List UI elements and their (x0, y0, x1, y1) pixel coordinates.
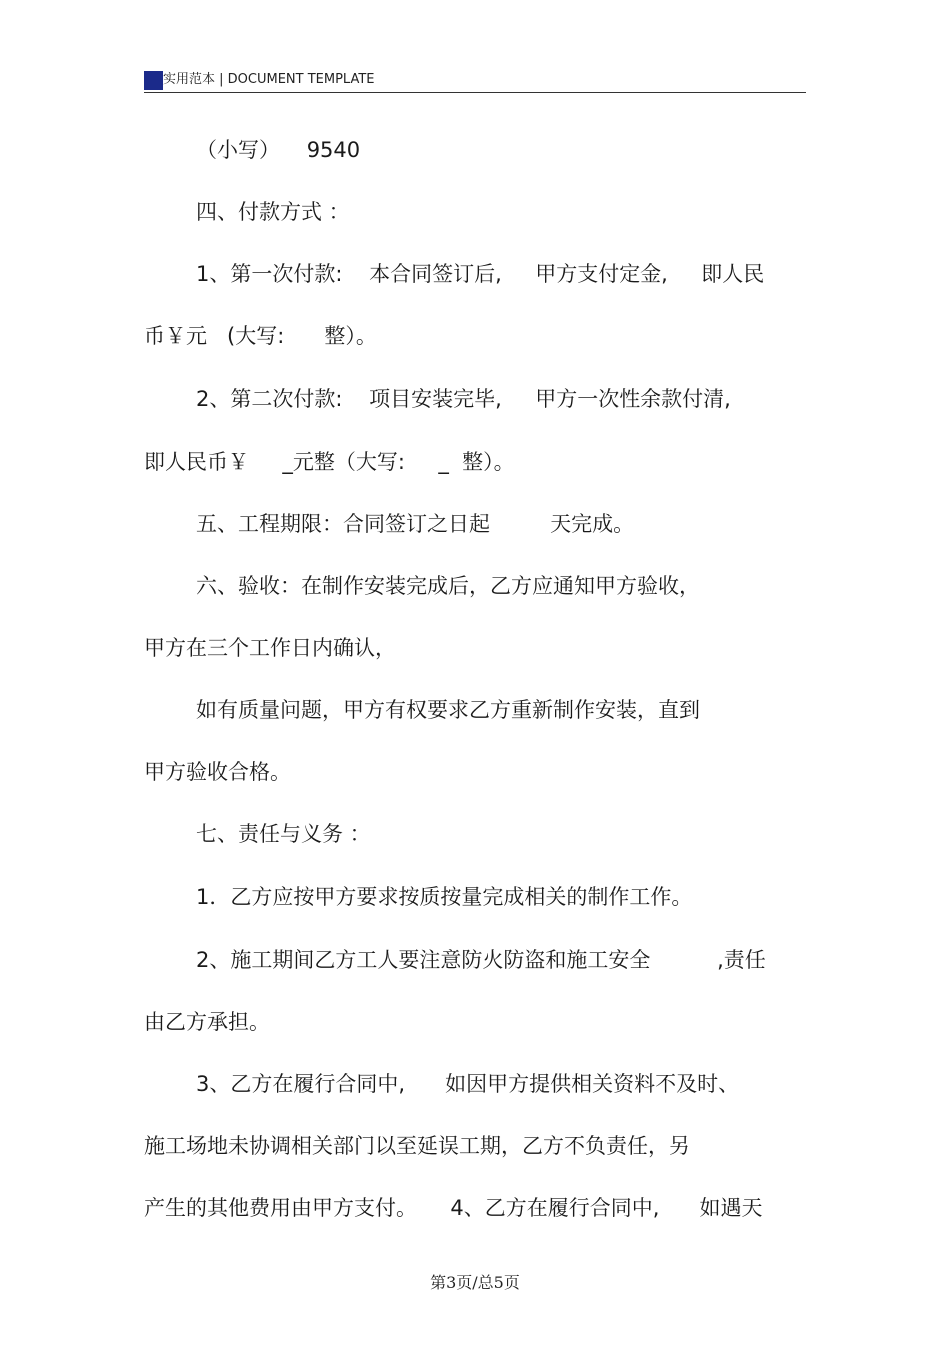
text-line-second-payment-cont: 即人民币￥ _元整（大写: _ 整）。 (144, 450, 515, 474)
header-title: 实用范本 | DOCUMENT TEMPLATE (163, 72, 375, 87)
template-logo-icon (144, 71, 163, 90)
text-line-quality-issue: 如有质量问题，甲方有权要求乙方重新制作安装，直到 (196, 698, 700, 722)
text-line-amount-lowercase: （小写） 9540 (196, 138, 361, 162)
text-line-clause-1: 1．乙方应按甲方要求按质按量完成相关的制作工作。 (196, 885, 693, 909)
text-line-clause-2-cont: 由乙方承担。 (144, 1010, 270, 1034)
section-heading-responsibility: 七、责任与义务 ： (196, 822, 371, 846)
section-heading-duration: 五、工程期限：合同签订之日起 天完成。 (196, 512, 635, 536)
text-line-clause-3-4: 产生的其他费用由甲方支付。 4、乙方在履行合同中, 如遇天 (144, 1196, 763, 1220)
text-line-acceptance-cont: 甲方在三个工作日内确认， (144, 636, 396, 660)
section-heading-payment: 四、付款方式 ： (196, 200, 350, 224)
page-header (144, 68, 806, 93)
text-line-clause-2: 2、施工期间乙方工人要注意防火防盗和施工安全 ,责任 (196, 948, 766, 972)
text-line-clause-3: 3、乙方在履行合同中, 如因甲方提供相关资料不及时、 (196, 1072, 740, 1096)
text-line-quality-issue-cont: 甲方验收合格。 (144, 760, 291, 784)
section-heading-acceptance: 六、验收：在制作安装完成后，乙方应通知甲方验收， (196, 574, 700, 598)
text-line-first-payment-cont: 币￥元 (大写: 整）。 (144, 324, 377, 348)
text-line-clause-3-cont: 施工场地未协调相关部门以至延误工期，乙方不负责任，另 (144, 1134, 690, 1158)
text-line-second-payment: 2、第二次付款: 项目安装完毕, 甲方一次性余款付清, (196, 387, 731, 411)
page-number: 第3页/总5页 (430, 1273, 520, 1292)
text-line-first-payment: 1、第一次付款: 本合同签订后, 甲方支付定金, 即人民 (196, 262, 765, 286)
